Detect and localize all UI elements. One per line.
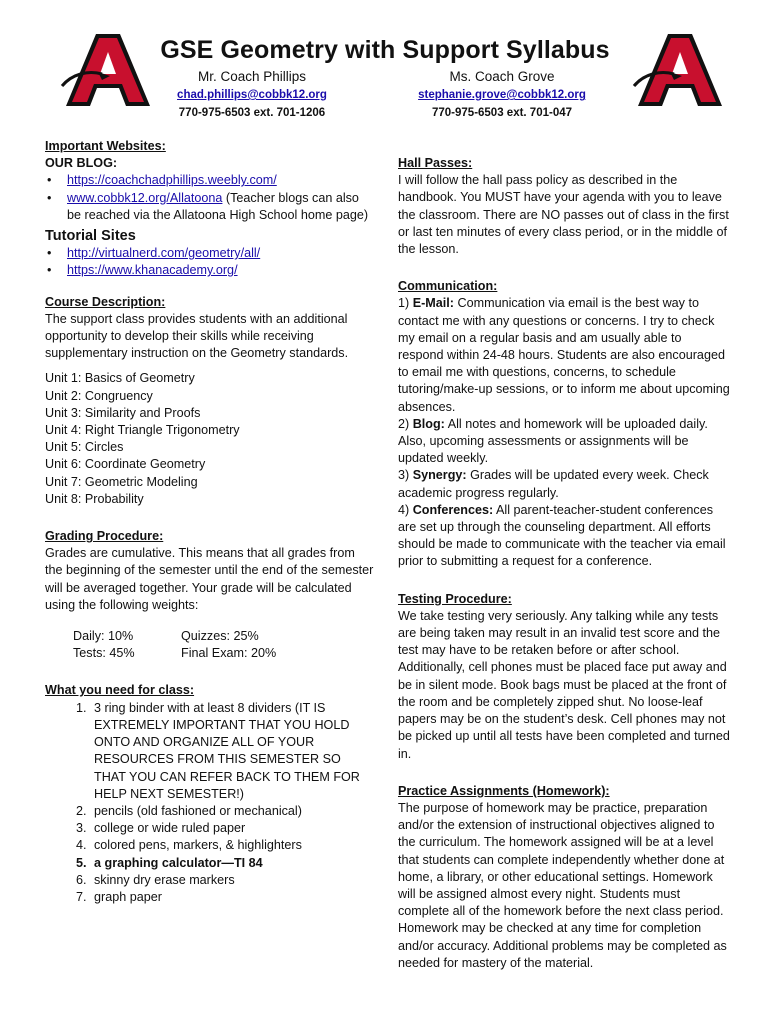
- weight-quizzes: Quizzes: 25%: [181, 629, 259, 644]
- unit-item: Unit 4: Right Triangle Trigonometry: [45, 423, 240, 438]
- unit-item: Unit 5: Circles: [45, 440, 124, 455]
- list-item: [67, 190, 375, 224]
- blog-links-list: [45, 172, 375, 224]
- communication-item: 2) Blog: All notes and homework will be uploaded daily. Also, upcoming assessments or assignments will be updated weekly.: [398, 416, 708, 466]
- syllabus-title: GSE Geometry with Support Syllabus: [160, 36, 610, 64]
- list-item: 5. a graphing calculator—TI 84: [90, 855, 375, 872]
- weight-final-exam: Final Exam: 20%: [181, 646, 277, 661]
- hall-passes-heading: Hall Passes:: [398, 156, 473, 170]
- list-item: [67, 245, 375, 262]
- teacher-name: Mr. Coach Phillips: [197, 69, 307, 84]
- unit-item: Unit 1: Basics of Geometry: [45, 371, 195, 386]
- communication-heading: Communication:: [398, 279, 498, 294]
- teacher-email-link[interactable]: chad.phillips@cobbk12.org: [177, 89, 327, 101]
- course-heading: Course Description:: [45, 294, 166, 309]
- blog-link[interactable]: https://coachchadphillips.weebly.com/: [67, 173, 277, 188]
- list-item: 2. pencils (old fashioned or mechanical): [90, 803, 375, 820]
- unit-item: Unit 8: Probability: [45, 491, 144, 506]
- list-item: 4. colored pens, markers, & highlighters: [90, 837, 375, 854]
- unit-item: Unit 7: Geometric Modeling: [45, 474, 198, 489]
- needs-heading: What you need for class:: [45, 683, 195, 698]
- teacher-contact-grove: [372, 68, 632, 122]
- teacher-name: Ms. Coach Grove: [449, 69, 555, 84]
- weight-tests: Tests: 45%: [73, 646, 135, 661]
- teacher-email-link[interactable]: stephanie.grove@cobbk12.org: [418, 89, 586, 101]
- list-item: 3. college or wide ruled paper: [90, 820, 375, 837]
- virtualnerd-link[interactable]: http://virtualnerd.com/geometry/all/: [67, 246, 261, 261]
- hall-passes-text: I will follow the hall pass policy as described in the handbook. You MUST have your agenda with you to leave the classroom. There are NO passes out of class in the first or last ten minutes of every class period, or in the middle of the lesson.: [398, 173, 729, 257]
- khanacademy-link[interactable]: https://www.khanacademy.org/: [67, 263, 238, 278]
- list-item: 7. graph paper: [90, 889, 375, 906]
- list-item: [67, 172, 375, 189]
- unit-item: Unit 3: Similarity and Proofs: [45, 405, 201, 420]
- right-column: [398, 155, 730, 972]
- blog-heading: OUR BLOG:: [45, 156, 118, 171]
- communication-item: 4) Conferences: All parent-teacher-student conferences are set up through the counseling department. All efforts should be made to communicate with the teacher via email prior to submitting a request for a conference.: [398, 502, 726, 569]
- testing-text: We take testing very seriously. Any talking while any tests are being taken may result in an invalid test score and the test may have to be retaken before or after school. Additionally, cell phones must be placed face put away and be in silent mode. Book bags must be placed at the front of the room and be completely zipped shut. No loose-leaf papers may be on the student’s desk. Cell phones may not be picked up until all tests have been completed and turned in.: [398, 608, 730, 761]
- school-blog-link[interactable]: www.cobbk12.org/Allatoona: [67, 190, 223, 205]
- supply-list: [45, 700, 375, 906]
- grading-heading: Grading Procedure:: [45, 529, 164, 544]
- websites-heading: Important Websites:: [45, 139, 166, 153]
- weight-daily: Daily: 10%: [73, 629, 134, 644]
- teacher-contact-phillips: [122, 68, 382, 122]
- blog-note: (Teacher blogs can also be reached via the Allatoona High School home page): [67, 190, 369, 222]
- unit-list: [45, 370, 375, 508]
- list-item: 1. 3 ring binder with at least 8 dividers (IT IS EXTREMELY IMPORTANT THAT YOU HOLD ONTO AND ORGANIZE ALL OF YOUR RESOURCES FROM THIS SEMESTER SO THAT YOU CAN REFER BACK TO THEM FOR HELP NEXT SEMESTER!): [90, 700, 375, 803]
- grading-text: Grades are cumulative. This means that all grades from the beginning of the semester until the end of the semester will be averaged together. Your grade will be calculated using the following weights:: [45, 546, 374, 612]
- unit-item: Unit 2: Congruency: [45, 388, 153, 403]
- left-column: [45, 138, 375, 906]
- list-item: [67, 262, 375, 279]
- tutorial-links-list: [45, 245, 375, 279]
- grade-weights: [45, 628, 375, 662]
- teacher-phone: 770-975-6503 ext. 701-047: [431, 107, 573, 119]
- tutorial-heading: Tutorial Sites: [45, 228, 136, 245]
- practice-text: The purpose of homework may be practice, preparation and/or the extension of instructional objectives aligned to the curriculum. The homework assigned will be at a level that students can complete independently whether done at home, a library, or other educational settings. Homework will be assigned almost every night. Students must complete all of the homework before the next class period. Homework may be checked at any time for completion and/or accuracy. Additional problems may be completed as needed for mastery of the material.: [398, 800, 727, 970]
- teacher-phone: 770-975-6503 ext. 701-1206: [178, 107, 326, 119]
- list-item: 6. skinny dry erase markers: [90, 872, 375, 889]
- testing-heading: Testing Procedure:: [398, 591, 512, 606]
- course-description: The support class provides students with an additional opportunity to develop their skills while receiving supplementary instruction on the Geometry standards.: [45, 311, 349, 361]
- communication-item: 1) E-Mail: Communication via email is the best way to contact me with any questions or concerns. I try to check my email on a regular basis and am usually able to respond within 24-48 hours. Students are also encouraged to email me with questions, concerns, to schedule tutoring/make-up sessions, or to inform me about upcoming absences.: [398, 296, 730, 414]
- practice-heading: Practice Assignments (Homework):: [398, 783, 610, 798]
- communication-item: 3) Synergy: Grades will be updated every week. Check academic progress regularly.: [398, 468, 709, 500]
- unit-item: Unit 6: Coordinate Geometry: [45, 457, 206, 472]
